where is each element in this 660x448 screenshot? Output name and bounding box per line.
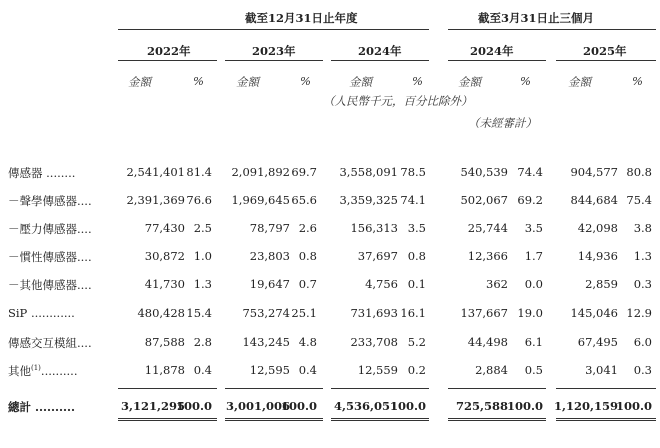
table-row-amount: 19,647 — [249, 277, 290, 291]
table-row-pct: 69.7 — [291, 165, 317, 179]
total-double-rule — [556, 418, 656, 421]
table-row-label: －壓力傳感器.... — [8, 222, 92, 236]
table-row-pct: 0.4 — [193, 363, 212, 377]
year-2024-q1: 2024年 — [470, 44, 514, 58]
table-row-pct: 1.0 — [193, 249, 212, 263]
table-row-amount: 14,936 — [577, 249, 618, 263]
pct-header: % — [632, 74, 643, 88]
table-row-pct: 1.7 — [524, 249, 543, 263]
group-rule-quarter — [448, 29, 656, 30]
table-row-pct: 81.4 — [186, 165, 212, 179]
table-row-pct: 12.9 — [626, 306, 652, 320]
table-row-pct: 0.4 — [298, 363, 317, 377]
total-double-rule — [448, 418, 546, 421]
table-row-amount: 2,091,892 — [231, 165, 290, 179]
subtotal-rule — [331, 388, 429, 389]
total-double-rule — [225, 418, 323, 421]
table-row-pct: 0.5 — [524, 363, 543, 377]
total-row-amount: 3,001,006 — [225, 399, 290, 413]
table-row-pct: 2.8 — [193, 335, 212, 349]
table-row-pct: 3.5 — [407, 221, 426, 235]
subtotal-rule — [225, 388, 323, 389]
total-row-amount: 725,588 — [455, 399, 508, 413]
table-row-pct: 0.7 — [298, 277, 317, 291]
table-row-pct: 16.1 — [400, 306, 426, 320]
table-row-pct: 0.8 — [298, 249, 317, 263]
year-rule-2025-q1 — [556, 60, 656, 61]
table-row-pct: 0.3 — [633, 363, 652, 377]
table-row-amount: 11,878 — [144, 363, 185, 377]
year-2022: 2022年 — [147, 44, 191, 58]
table-row-amount: 12,366 — [467, 249, 508, 263]
table-row-label: －其他傳感器.... — [8, 278, 92, 292]
table-row-amount: 844,684 — [570, 193, 618, 207]
table-row-amount: 540,539 — [460, 165, 508, 179]
pct-header: % — [412, 74, 423, 88]
footnote-marker: (1) — [31, 364, 41, 373]
table-row-pct: 0.1 — [407, 277, 426, 291]
total-row-pct: 100.0 — [390, 399, 427, 413]
total-row-label: 總計 .......... — [8, 400, 76, 414]
table-row-amount: 87,588 — [144, 335, 185, 349]
table-row-amount: 23,803 — [249, 249, 290, 263]
table-row-pct: 65.6 — [291, 193, 317, 207]
table-row-pct: 0.0 — [524, 277, 543, 291]
table-row-amount: 77,430 — [144, 221, 185, 235]
table-row-pct: 5.2 — [407, 335, 426, 349]
table-row-pct: 15.4 — [186, 306, 212, 320]
table-row-amount: 502,067 — [460, 193, 508, 207]
pct-header: % — [520, 74, 531, 88]
group-header-quarter: 截至3月31日止三個月 — [478, 11, 595, 25]
total-row-amount: 3,121,295 — [120, 399, 185, 413]
year-2025-q1: 2025年 — [583, 44, 627, 58]
table-row-label: 傳感器 ........ — [8, 166, 76, 180]
unaudited-note: （未經審計） — [468, 116, 537, 130]
table-row-amount: 753,274 — [242, 306, 290, 320]
year-2024: 2024年 — [358, 44, 402, 58]
table-row-amount: 37,697 — [357, 249, 398, 263]
table-row-amount: 2,391,369 — [126, 193, 185, 207]
year-rule-2024 — [331, 60, 429, 61]
table-row-pct: 6.1 — [524, 335, 543, 349]
amount-header: 金額 — [458, 75, 481, 89]
table-row-amount: 143,245 — [242, 335, 290, 349]
table-row-amount: 904,577 — [570, 165, 618, 179]
table-row-amount: 3,041 — [585, 363, 618, 377]
table-row-pct: 1.3 — [633, 249, 652, 263]
amount-header: 金額 — [568, 75, 591, 89]
amount-header: 金額 — [128, 75, 151, 89]
table-row-pct: 0.2 — [407, 363, 426, 377]
table-row-amount: 145,046 — [570, 306, 618, 320]
table-row-pct: 0.8 — [407, 249, 426, 263]
year-rule-2024-q1 — [448, 60, 546, 61]
table-row-amount: 2,884 — [475, 363, 508, 377]
table-row-label: －聲學傳感器.... — [8, 194, 92, 208]
amount-header: 金額 — [236, 75, 259, 89]
group-rule-year — [118, 29, 429, 30]
subtotal-rule — [556, 388, 656, 389]
table-row-pct: 1.3 — [193, 277, 212, 291]
table-row-amount: 12,595 — [249, 363, 290, 377]
total-row-amount: 4,536,051 — [333, 399, 398, 413]
table-row-pct: 0.3 — [633, 277, 652, 291]
table-row-amount: 2,859 — [585, 277, 618, 291]
table-row-amount: 2,541,401 — [126, 165, 185, 179]
table-row-amount: 156,313 — [350, 221, 398, 235]
subtotal-rule — [118, 388, 217, 389]
total-row-pct: 100.0 — [616, 399, 653, 413]
table-row-pct: 76.6 — [186, 193, 212, 207]
table-row-label: －慣性傳感器.... — [8, 250, 92, 264]
table-row-pct: 4.8 — [298, 335, 317, 349]
table-row-pct: 25.1 — [291, 306, 317, 320]
table-row-pct: 3.8 — [633, 221, 652, 235]
table-row-amount: 362 — [486, 277, 508, 291]
pct-header: % — [193, 74, 204, 88]
total-row-amount: 1,120,159 — [553, 399, 618, 413]
unit-note: （人民幣千元，百分比除外） — [323, 94, 473, 108]
table-row-pct: 6.0 — [633, 335, 652, 349]
table-row-pct: 3.5 — [524, 221, 543, 235]
table-row-amount: 480,428 — [137, 306, 185, 320]
table-row-amount: 1,969,645 — [231, 193, 290, 207]
table-row-pct: 78.5 — [400, 165, 426, 179]
table-row-pct: 2.6 — [298, 221, 317, 235]
total-row-pct: 100.0 — [507, 399, 544, 413]
table-row-amount: 137,667 — [460, 306, 508, 320]
table-row-amount: 4,756 — [365, 277, 398, 291]
table-row-pct: 80.8 — [626, 165, 652, 179]
table-row-amount: 12,559 — [357, 363, 398, 377]
table-row-amount: 3,558,091 — [339, 165, 398, 179]
table-row-pct: 2.5 — [193, 221, 212, 235]
table-row-pct: 74.4 — [517, 165, 543, 179]
amount-header: 金額 — [349, 75, 372, 89]
total-double-rule — [118, 418, 217, 421]
table-row-amount: 30,872 — [144, 249, 185, 263]
pct-header: % — [300, 74, 311, 88]
table-row-amount: 42,098 — [577, 221, 618, 235]
table-row-pct: 19.0 — [517, 306, 543, 320]
table-row-amount: 25,744 — [467, 221, 508, 235]
table-row-amount: 44,498 — [467, 335, 508, 349]
table-row-label: 傳感交互模組.... — [8, 336, 92, 350]
group-header-year: 截至12月31日止年度 — [245, 11, 358, 25]
table-row-pct: 69.2 — [517, 193, 543, 207]
year-rule-2023 — [225, 60, 323, 61]
table-row-pct: 74.1 — [400, 193, 426, 207]
total-double-rule — [331, 418, 429, 421]
subtotal-rule — [448, 388, 546, 389]
table-row-amount: 3,359,325 — [339, 193, 398, 207]
total-row-pct: 100.0 — [281, 399, 318, 413]
table-row-amount: 78,797 — [249, 221, 290, 235]
table-row-amount: 41,730 — [144, 277, 185, 291]
table-row-pct: 75.4 — [626, 193, 652, 207]
table-row-amount: 233,708 — [350, 335, 398, 349]
year-rule-2022 — [118, 60, 217, 61]
table-row-label: SiP ............ — [8, 306, 75, 320]
total-row-pct: 100.0 — [176, 399, 213, 413]
table-row-amount: 731,693 — [350, 306, 398, 320]
table-row-label: 其他$^{(1)}$.......... — [8, 364, 78, 378]
table-row-amount: 67,495 — [577, 335, 618, 349]
year-2023: 2023年 — [252, 44, 296, 58]
